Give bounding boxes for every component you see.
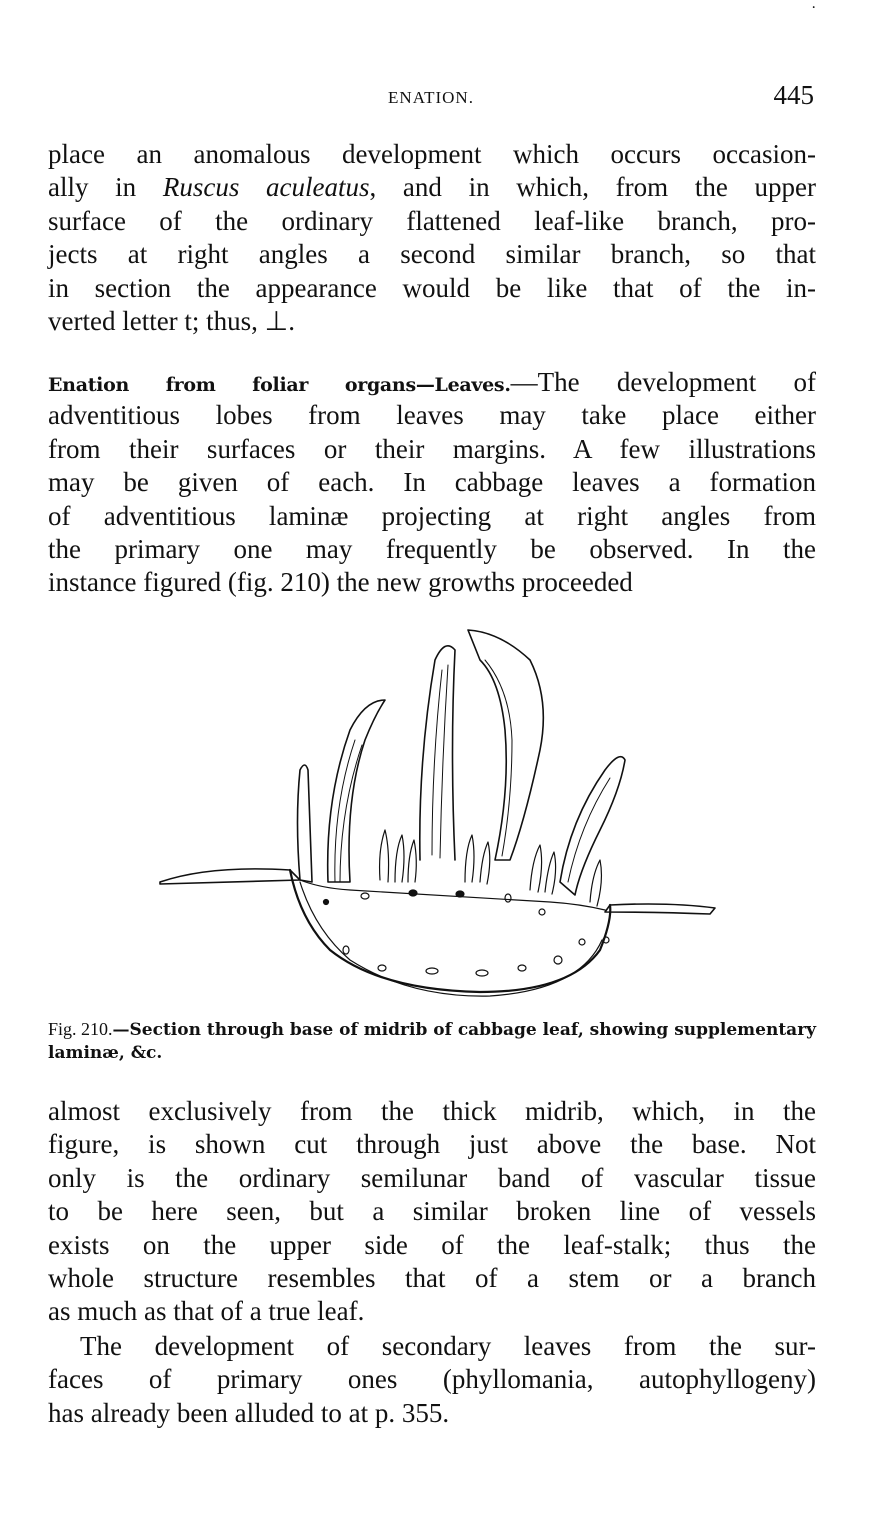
outgrowth-3 <box>420 646 455 860</box>
text-line: place an anomalous development which occurs occasion- <box>48 139 816 169</box>
text-line: the primary one may frequently be observed. In the <box>48 533 816 564</box>
text-line: instance figured (fig. 210) the new growths proceeded <box>48 567 633 598</box>
text-line: to be here seen, but a similar broken line of vessels <box>48 1196 816 1227</box>
text-line: of adventitious laminæ projecting at right angles from <box>48 500 816 531</box>
text-line: surface of the ordinary flattened leaf-like branch, pro- <box>48 205 816 236</box>
text-line: almost exclusively from the thick midrib, which, in the <box>48 1096 816 1126</box>
text-line: Enation from foliar organs—Leaves.—The development of <box>48 367 816 397</box>
figure-caption-text: —Section through base of midrib of cabbage leaf, showing supplementary laminæ, &c. <box>48 1020 817 1063</box>
text-line: from their surfaces or their margins. A few illustrations <box>48 433 816 464</box>
page-number: 445 <box>773 80 814 110</box>
figure-label: Fig. 210. <box>48 1019 113 1039</box>
outgrowth-2 <box>328 700 385 882</box>
text-line: jects at right angles a second similar branch, so that <box>48 239 816 270</box>
midrib-outline <box>290 870 610 992</box>
text-line: The development of secondary leaves from the sur- <box>80 1331 816 1361</box>
paragraph-2 <box>48 366 816 600</box>
section-heading: Enation from foliar organs—Leaves. <box>48 374 511 396</box>
figure-caption <box>48 1018 818 1065</box>
paragraph-4 <box>48 1330 816 1430</box>
text-line: may be given of each. In cabbage leaves a formation <box>48 467 816 498</box>
text-line: ally in Ruscus aculeatus, and in which, from the upper <box>48 172 816 203</box>
outgrowth-1 <box>298 765 313 882</box>
text-line: as much as that of a true leaf. <box>48 1296 365 1327</box>
text-line: faces of primary ones (phyllomania, autophyllogeny) <box>48 1364 816 1395</box>
running-head: ENATION. <box>388 88 474 107</box>
right-lamina <box>605 904 715 914</box>
outgrowth-4 <box>468 630 543 860</box>
text-line: figure, is shown cut through just above the base. Not <box>48 1129 816 1160</box>
paragraph-3 <box>48 1095 816 1329</box>
text-line: in section the appearance would be like that of the in- <box>48 272 816 303</box>
text-line: exists on the upper side of the leaf-stalk; thus the <box>48 1229 816 1260</box>
page-header <box>48 80 814 114</box>
paragraph-1 <box>48 138 816 338</box>
text-line: has already been alluded to at p. 355. <box>48 1397 450 1428</box>
figure-cabbage-midrib-section <box>150 620 730 1010</box>
text-line: verted letter t; thus, ⊥. <box>48 305 295 336</box>
text-line: only is the ordinary semilunar band of vascular tissue <box>48 1162 816 1193</box>
margin-dot: · <box>811 0 816 16</box>
left-lamina <box>160 869 300 884</box>
text-line: whole structure resembles that of a stem or a branch <box>48 1262 816 1293</box>
text-line: adventitious lobes from leaves may take place either <box>48 400 816 431</box>
